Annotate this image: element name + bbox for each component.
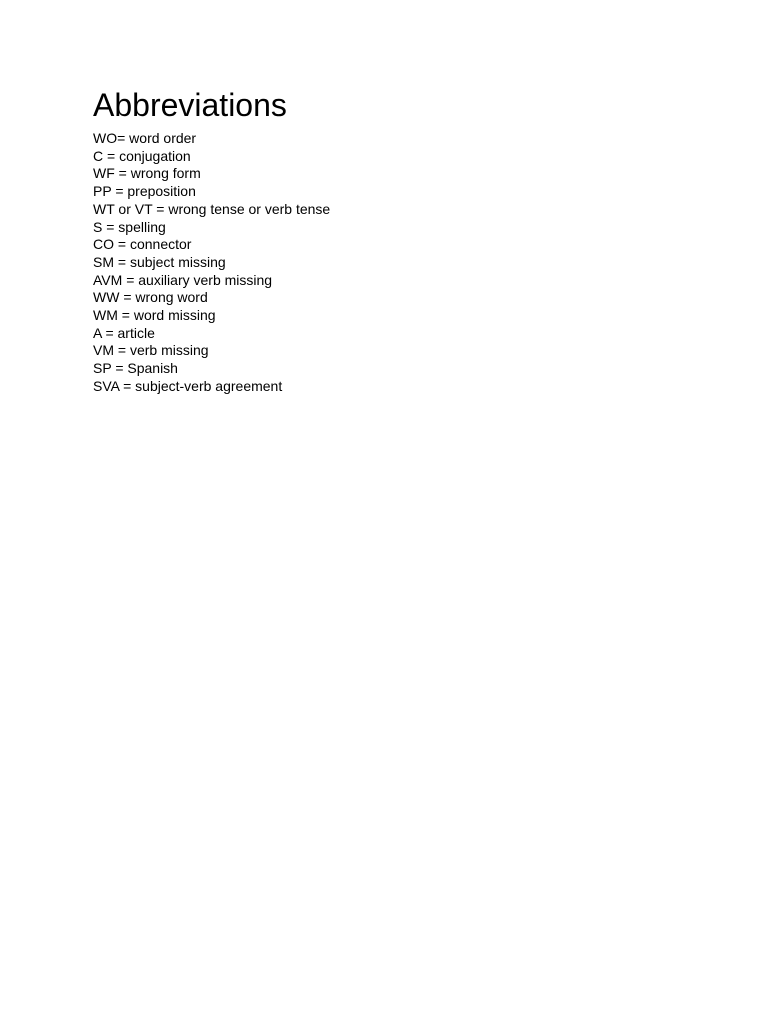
abbreviation-entry: WO= word order — [93, 130, 197, 146]
abbreviation-entry: A = article — [93, 324, 155, 341]
abbreviation-entry: C = conjugation — [93, 147, 191, 164]
abbreviation-entry: PP = preposition — [93, 183, 196, 200]
abbreviation-entry: SVA = subject-verb agreement — [93, 377, 283, 394]
abbreviation-entry: CO = connector — [93, 236, 192, 253]
page-title: Abbreviations — [93, 87, 287, 123]
abbreviation-entry: WM = word missing — [93, 307, 216, 324]
abbreviation-list — [93, 130, 330, 396]
abbreviation-entry: S = spelling — [93, 218, 166, 235]
document-content — [93, 86, 330, 396]
abbreviation-entry: VM = verb missing — [93, 342, 209, 359]
abbreviation-entry: AVM = auxiliary verb missing — [93, 271, 273, 288]
abbreviation-entry: SM = subject missing — [93, 253, 226, 270]
abbreviation-entry: WW = wrong word — [93, 289, 208, 306]
abbreviation-entry: SP = Spanish — [93, 360, 178, 377]
abbreviation-entry: WF = wrong form — [93, 165, 201, 182]
abbreviation-entry: WT or VT = wrong tense or verb tense — [93, 200, 331, 217]
